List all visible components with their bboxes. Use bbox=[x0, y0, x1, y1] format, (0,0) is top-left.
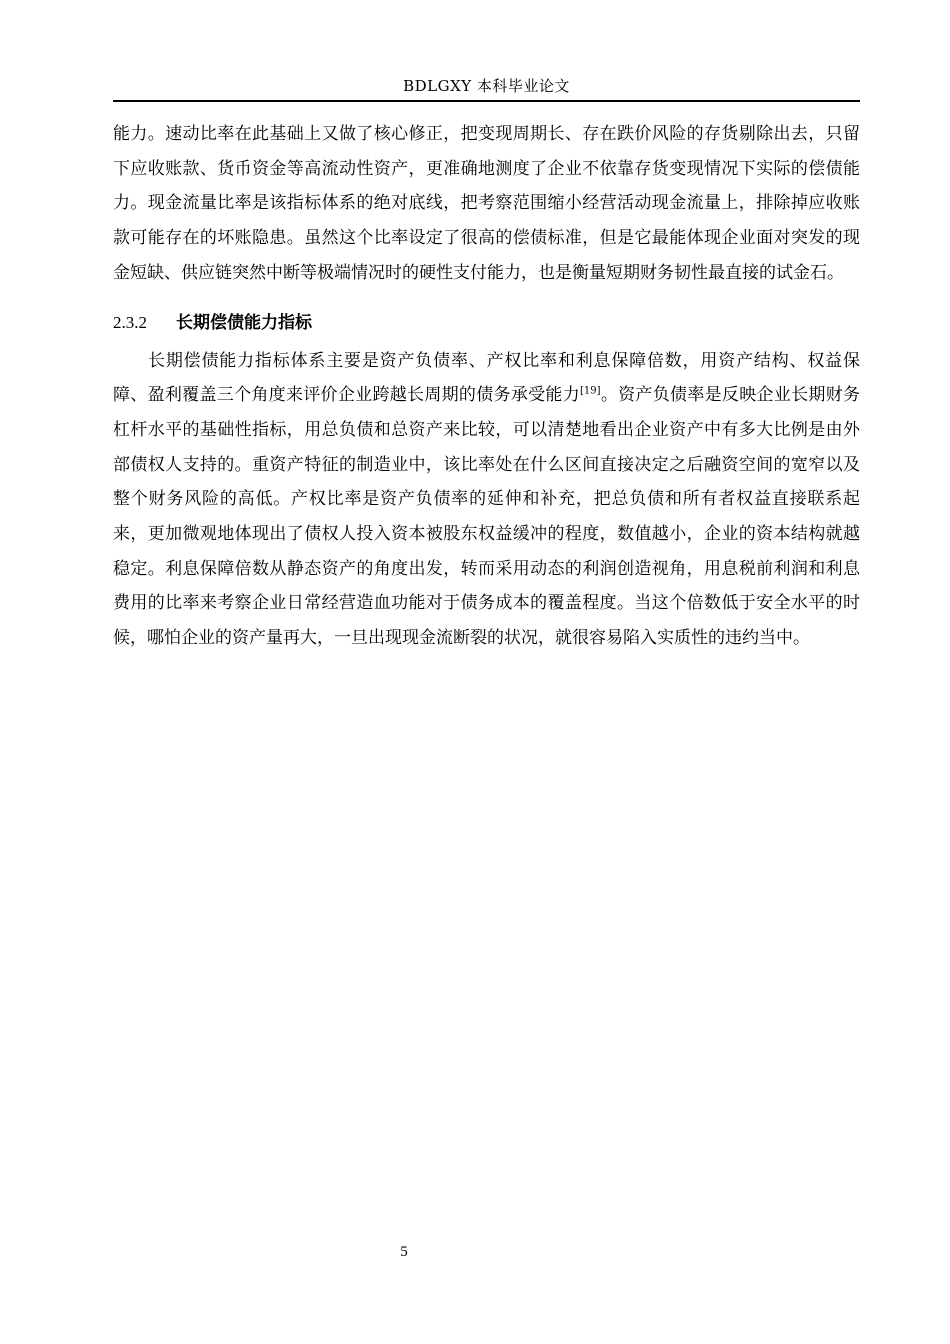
page-number: 5 bbox=[400, 1244, 408, 1260]
body-paragraph bbox=[113, 344, 860, 656]
paragraph-text: 。资产负债率是反映企业长期财务杠杆水平的基础性指标，用总负债和总资产来比较，可以清楚地看出企业资产中有多大比例是由外部债权人支持的。重资产特征的制造业中，该比率处在什么区间直接决定之后融资空间的宽窄以及整个财务风险的高低。产权比率是资产负债率的延伸和补充，把总负债和所有者权益直接联系起来，更加微观地体现出了债权人投入资本被股东权益缓冲的程度，数值越小，企业的资本结构就越稳定。利息保障倍数从静态资产的角度出发，转而采用动态的利润创造视角，用息税前利润和利息费用的比率来考察企业日常经营造血功能对于债务成本的覆盖程度。当这个倍数低于安全水平的时候，哪怕企业的资产量再大，一旦出现现金流断裂的状况，就很容易陷入实质性的违约当中。 bbox=[113, 385, 860, 649]
section-title: 长期偿债能力指标 bbox=[176, 312, 312, 333]
body-paragraph: 能力。速动比率在此基础上又做了核心修正，把变现周期长、存在跌价风险的存货剔除出去，只留下应收账款、货币资金等高流动性资产，更准确地测度了企业不依靠存货变现情况下实际的偿债能力。现金流量比率是该指标体系的绝对底线，把考察范围缩小经营活动现金流量上，排除掉应收账款可能存在的坏账隐患。虽然这个比率设定了很高的偿债标准，但是它最能体现企业面对突发的现金短缺、供应链突然中断等极端情况时的硬性支付能力，也是衡量短期财务韧性最直接的试金石。 bbox=[113, 124, 860, 283]
section-heading bbox=[113, 305, 860, 341]
running-header bbox=[113, 76, 860, 102]
paragraph-text: 长期偿债能力指标体系主要是资产负债率、产权比率和利息保障倍数，用资产结构、权益保障、盈利覆盖三个角度来评价企业跨越长周期的债务承受能力 bbox=[113, 350, 860, 406]
page-body bbox=[113, 117, 860, 656]
citation-reference[interactable]: [19] bbox=[580, 385, 601, 397]
header-title: BDLGXY 本科毕业论文 bbox=[403, 77, 570, 95]
section-number: 2.3.2 bbox=[113, 312, 147, 332]
